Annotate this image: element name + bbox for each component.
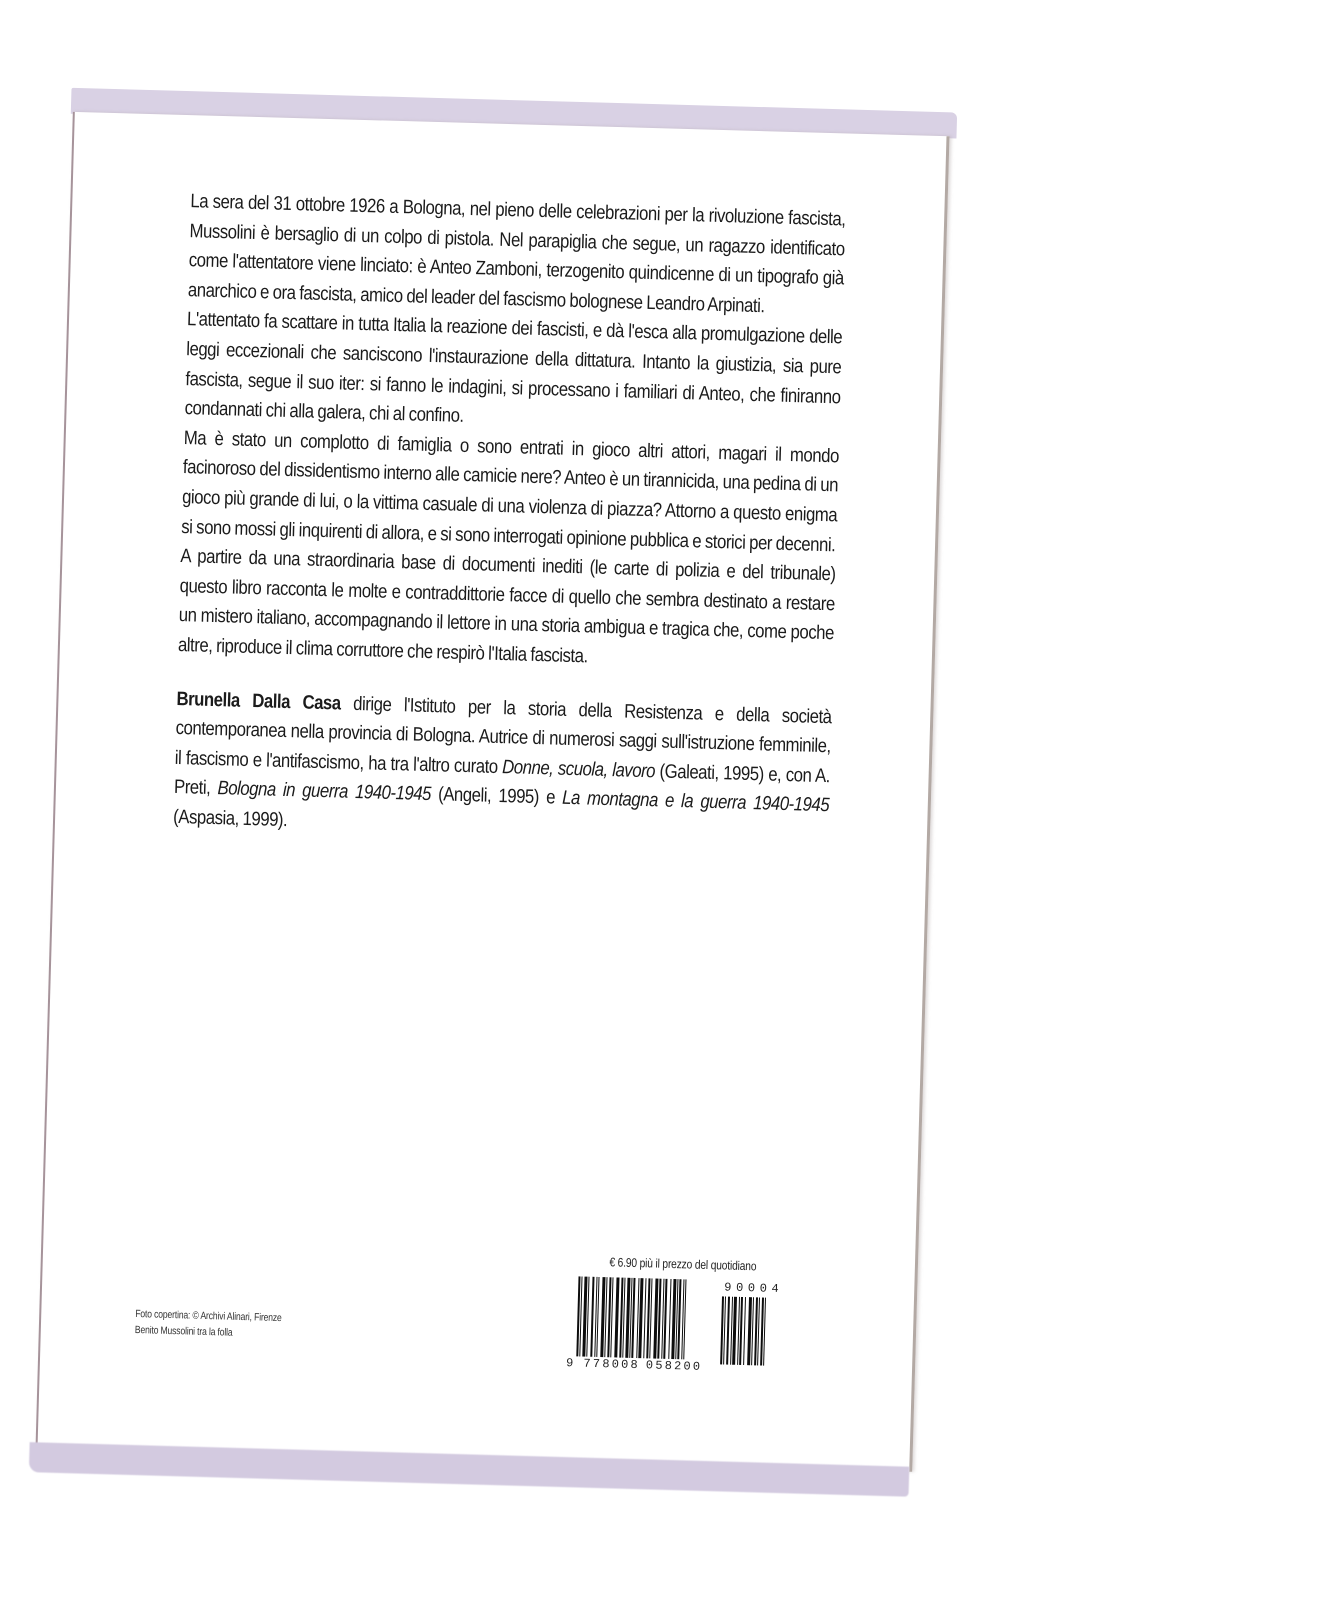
barcode-bars-icon [576, 1276, 702, 1359]
barcode [566, 1276, 791, 1378]
bio-title-2: Bologna in guerra 1940-1945 [217, 777, 432, 806]
bio-text-2: (Galeati, 1995) e, con A. Preti, [173, 760, 831, 800]
barcode-addon-digits: 90004 [724, 1280, 784, 1297]
blurb-paragraph-1: La sera del 31 ottobre 1926 a Bologna, nel pieno delle celebrazioni per la rivoluzione fascista, Mussolini è bersaglio di un colpo di pistola. Nel parapiglia che segue, un ragazzo identificato come l'attentatore viene linciato: è Anteo Zamboni, terzogenito quindicenne di un tipografo già anarchico e ora fascista, amico del leader del fascismo bolognese Leandro Arpinati. [187, 190, 846, 317]
blurb-paragraph-2: L'attentato fa scattare in tutta Italia la reazione dei fascisti, e dà l'esca alla promulgazione delle leggi eccezionali che sanciscono l'instaurazione della dittatura. Intanto la giustizia, sia pure fascista, segue il suo iter: si fanno le indagini, si processano i familiari di Anteo, che finiranno condannati chi alla galera, chi al confino. [184, 308, 843, 428]
barcode-digits-left: 778008 [583, 1356, 641, 1373]
barcode-digit-first: 9 [565, 1356, 576, 1371]
photo-credit [135, 1306, 282, 1342]
price-and-barcode [563, 1254, 793, 1374]
bio-text-4: (Aspasia, 1999). [172, 805, 288, 831]
bio-text-3: (Angeli, 1995) e [430, 783, 563, 810]
photo-credit-line-2: Benito Mussolini tra la folla [134, 1324, 233, 1339]
blurb-text [173, 187, 846, 851]
photo-credit-line-1: Foto copertina: © Archivi Alinari, Firenze [135, 1308, 282, 1325]
barcode-digits-right: 058200 [645, 1358, 703, 1374]
author-bio [173, 684, 832, 850]
cover-surface [36, 112, 950, 1472]
bio-title-3: La montagna e la guerra 1940-1945 [561, 787, 830, 817]
blurb-paragraph-4: A partire da una straordinaria base di documenti inediti (le carte di polizia e del tribunale) questo libro racconta le molte e contraddittorie facce di quello che sembra destinato a restare un mistero italiano, accompagnando il lettore in una storia ambigua e tragica che, come poche altre, riproduce il clima corruttore che respirò l'Italia fascista. [177, 545, 836, 668]
bio-title-1: Donne, scuola, lavoro [501, 755, 656, 783]
bio-text-1: dirige l'Istituto per la storia della Resistenza e della società contemporanea nella provincia di Bologna. Autrice di numerosi saggi sull'istruzione femminile, il fascismo e l'antifascismo, ha tra l'altro curato [174, 692, 832, 778]
barcode-digits [566, 1356, 703, 1374]
barcode-addon-bars-icon [720, 1296, 786, 1366]
price-label: € 6.90 più il prezzo del quotidiano [609, 1255, 757, 1274]
book-back-cover [33, 88, 966, 1497]
blurb-paragraph-3: Ma è stato un complotto di famiglia o sono entrati in gioco altri attori, magari il mondo facinoroso del dissidentismo interno alle camicie nere? Anteo è un tirannicida, una pedina di un gioco più grande di lui, o la vittima casuale di una violenza di piazza? Attorno a questo enigma si sono mossi gli inquirenti di allora, e si sono interrogati opinione pubblica e storici per decenni. [180, 426, 840, 556]
author-name: Brunella Dalla Casa [176, 687, 342, 715]
